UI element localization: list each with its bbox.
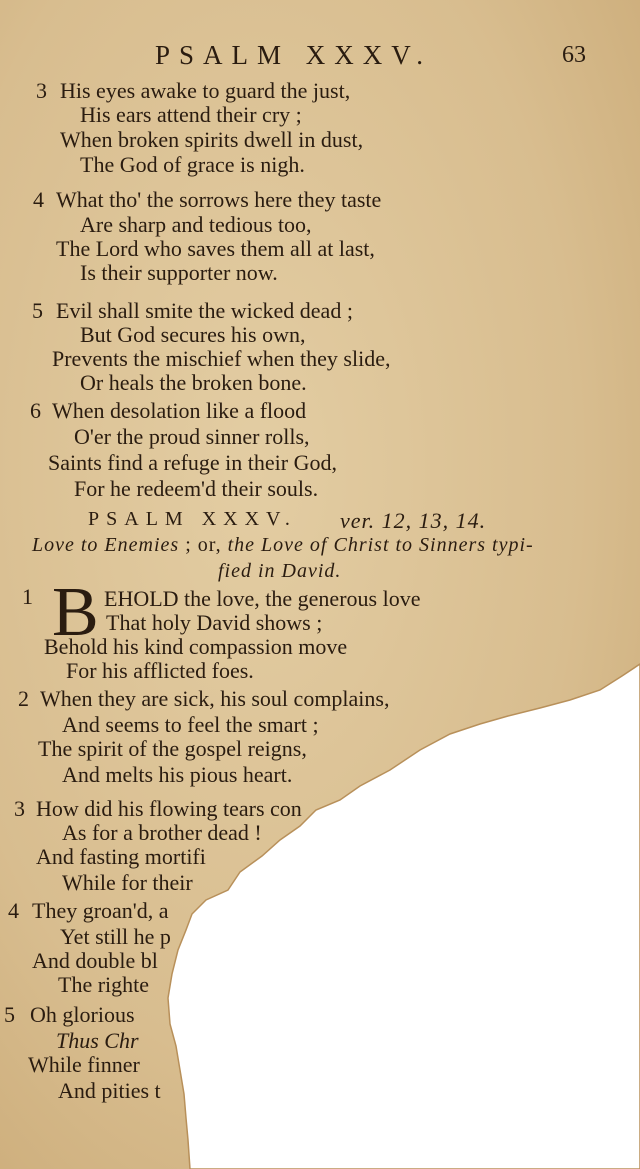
- verse-line: That holy David shows ;: [106, 610, 323, 635]
- stanza-number: 5: [4, 1002, 15, 1027]
- verse-line: What tho' the sorrows here they taste: [56, 187, 382, 212]
- verse-line: And double bl: [32, 948, 158, 973]
- stanza-number: 2: [18, 686, 29, 711]
- verse-line: Or heals the broken bone.: [80, 370, 307, 395]
- verse-line: Are sharp and tedious too,: [80, 212, 312, 237]
- verse-line: But God secures his own,: [80, 322, 306, 347]
- page-number: 63: [562, 42, 586, 68]
- verse-line: EHOLD the love, the generous love: [104, 586, 421, 611]
- section-title: PSALM XXXV.: [88, 508, 297, 530]
- section-subtitle-line: fied in David.: [218, 560, 342, 582]
- stanza-number: 1: [22, 584, 33, 609]
- verse-line: O'er the proud sinner rolls,: [74, 424, 310, 449]
- verse-line: For his afflicted foes.: [66, 658, 254, 683]
- verse-line: When broken spirits dwell in dust,: [60, 127, 364, 152]
- drop-cap: B: [52, 574, 99, 651]
- verse-line: For he redeem'd their souls.: [74, 476, 319, 501]
- running-title: PSALM XXXV.: [155, 40, 433, 70]
- verse-line: Evil shall smite the wicked dead ;: [56, 298, 353, 323]
- verse-line: The God of grace is nigh.: [80, 152, 305, 177]
- subtitle-italic: the Love of Christ to Sinners typi-: [227, 534, 534, 556]
- verse-line: His eyes awake to guard the just,: [60, 78, 351, 103]
- verse-line: While for their: [62, 870, 193, 895]
- verse-line: Yet still he p: [60, 924, 171, 949]
- verse-line: While finner: [28, 1052, 140, 1077]
- verse-line: Behold his kind compassion move: [44, 634, 348, 659]
- verse-line: His ears attend their cry ;: [80, 102, 302, 127]
- verse-line: Is their supporter now.: [80, 260, 278, 285]
- verse-reference: ver. 12, 13, 14.: [340, 508, 487, 533]
- verse-line: And pities t: [58, 1078, 161, 1103]
- subtitle-plain: ; or,: [179, 534, 228, 556]
- verse-line: And seems to feel the smart ;: [62, 712, 319, 737]
- verse-line: Prevents the mischief when they slide,: [52, 346, 391, 371]
- verse-line: And fasting mortifi: [36, 844, 206, 869]
- stanza-number: 4: [33, 187, 44, 212]
- verse-line: They groan'd, a: [32, 898, 169, 923]
- verse-line: Oh glorious: [30, 1002, 135, 1027]
- verse-line: Saints find a refuge in their God,: [48, 450, 337, 475]
- verse-line: Thus Chr: [56, 1028, 139, 1053]
- verse-line: How did his flowing tears con: [36, 796, 302, 821]
- verse-line: The righte: [58, 972, 150, 997]
- verse-line: When they are sick, his soul complains,: [40, 686, 390, 711]
- stanza-number: 6: [30, 398, 41, 423]
- stanza-number: 3: [14, 796, 25, 821]
- verse-line: The Lord who saves them all at last,: [56, 236, 375, 261]
- verse-line: As for a brother dead !: [62, 820, 262, 845]
- stanza-number: 5: [32, 298, 43, 323]
- verse-line: When desolation like a flood: [52, 398, 307, 423]
- stanza-number: 3: [36, 78, 47, 103]
- verse-line: And melts his pious heart.: [62, 762, 293, 787]
- verse-line: The spirit of the gospel reigns,: [38, 736, 307, 761]
- subtitle-italic: Love to Enemies: [32, 534, 180, 556]
- stanza-number: 4: [8, 898, 19, 923]
